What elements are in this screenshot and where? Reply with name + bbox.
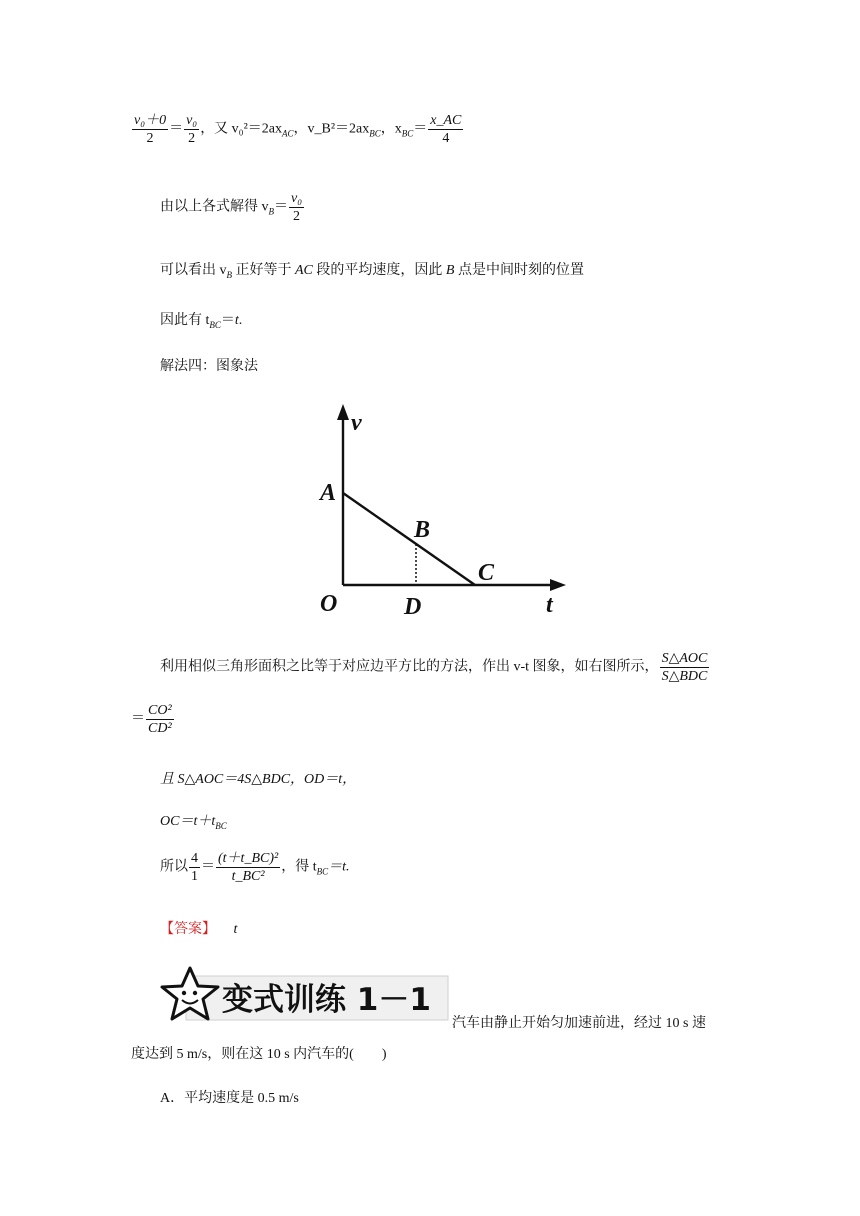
area-ratio-line: 利用相似三角形面积之比等于对应边平方比的方法，作出 v-t 图象，如右图所示， $\frac{\text{S△AOC}}{\text{S△BDC}}$ (160, 651, 708, 684)
answer-label: 【答案】 (160, 922, 216, 937)
fraction-co-cd: $\frac{\text{CO²}}{\text{CD²}}$ (148, 703, 172, 736)
line-ac (343, 493, 475, 585)
area-relation-line: 且 S△AOC＝4S△BDC，OD＝t， (160, 772, 357, 787)
label-c: C (478, 560, 495, 586)
fraction-xac-over-4: $\frac{x\_AC}{4}$ (430, 113, 462, 146)
fraction-area-ratio: $\frac{\text{S△AOC}}{\text{S△BDC}}$ (661, 651, 708, 684)
solve-line: 由以上各式解得 $v_B=$ $\frac{\text{v₀}}{2}$ (160, 191, 303, 224)
oc-line: $OC=t+t_{BC}$ (160, 814, 227, 831)
v-axis-arrow (337, 404, 349, 420)
equation-line-1: $\frac{\text{v₀＋0}}{2}$ ＝ $\frac{\text{v₀}}{2}$ ，又 $v_0^2=2ax_{AC}$，$v\_B^2=2ax_{BC}$，$x_{BC}=$ $\frac{x\_AC}{4}$ (134, 113, 462, 146)
conclusion-line: 因此有 $t_{BC}=t$. (160, 313, 243, 330)
fraction-v0-over-2: $\frac{\text{v₀}}{2}$ (186, 113, 198, 146)
t-axis-arrow (550, 579, 566, 591)
question-line-2: 度达到 5 m/s，则在这 10 s 内汽车的( ) (131, 1047, 387, 1062)
label-t: t (546, 592, 553, 618)
label-a: A (320, 480, 337, 506)
vt-diagram (310, 400, 580, 620)
label-o: O (320, 591, 338, 617)
label-d: D (404, 594, 422, 620)
variant-training-banner (160, 966, 450, 1024)
label-b: B (414, 517, 431, 543)
method-four-heading: 解法四：图象法 (160, 359, 258, 374)
banner-text: 变式训练 1－1 (222, 982, 431, 1018)
fraction-v0-over-2-b: $\frac{\text{v₀}}{2}$ (291, 191, 303, 224)
label-v: v (351, 410, 362, 436)
question-line-1: 汽车由静止开始匀加速前进，经过 10 s 速 (452, 1016, 706, 1031)
answer-line (160, 918, 237, 938)
option-a: A．平均速度是 0.5 m/s (160, 1091, 299, 1106)
fraction-t-squared: $\frac{\text{(t＋t\_BC)²}}{\text{t\_BC²}}$ (218, 851, 279, 884)
fraction-4-over-1: $\frac{4}{1}$ (191, 851, 198, 884)
observation-line: 可以看出 $v_B$ 正好等于 AC 段的平均速度，因此 B 点是中间时刻的位置 (160, 263, 584, 280)
ratio-equation-line: ＝ $\frac{\text{CO²}}{\text{CD²}}$ (131, 703, 172, 736)
final-equation-line: 所以 $\frac{4}{1}$ ＝ $\frac{\text{(t＋t\_BC)²}}{\text{t\_BC²}}$ ，得 $t_{BC}=t$. (160, 851, 350, 884)
answer-value: t (233, 922, 238, 937)
fraction-v0-plus-0: $\frac{\text{v₀＋0}}{2}$ (134, 113, 167, 146)
